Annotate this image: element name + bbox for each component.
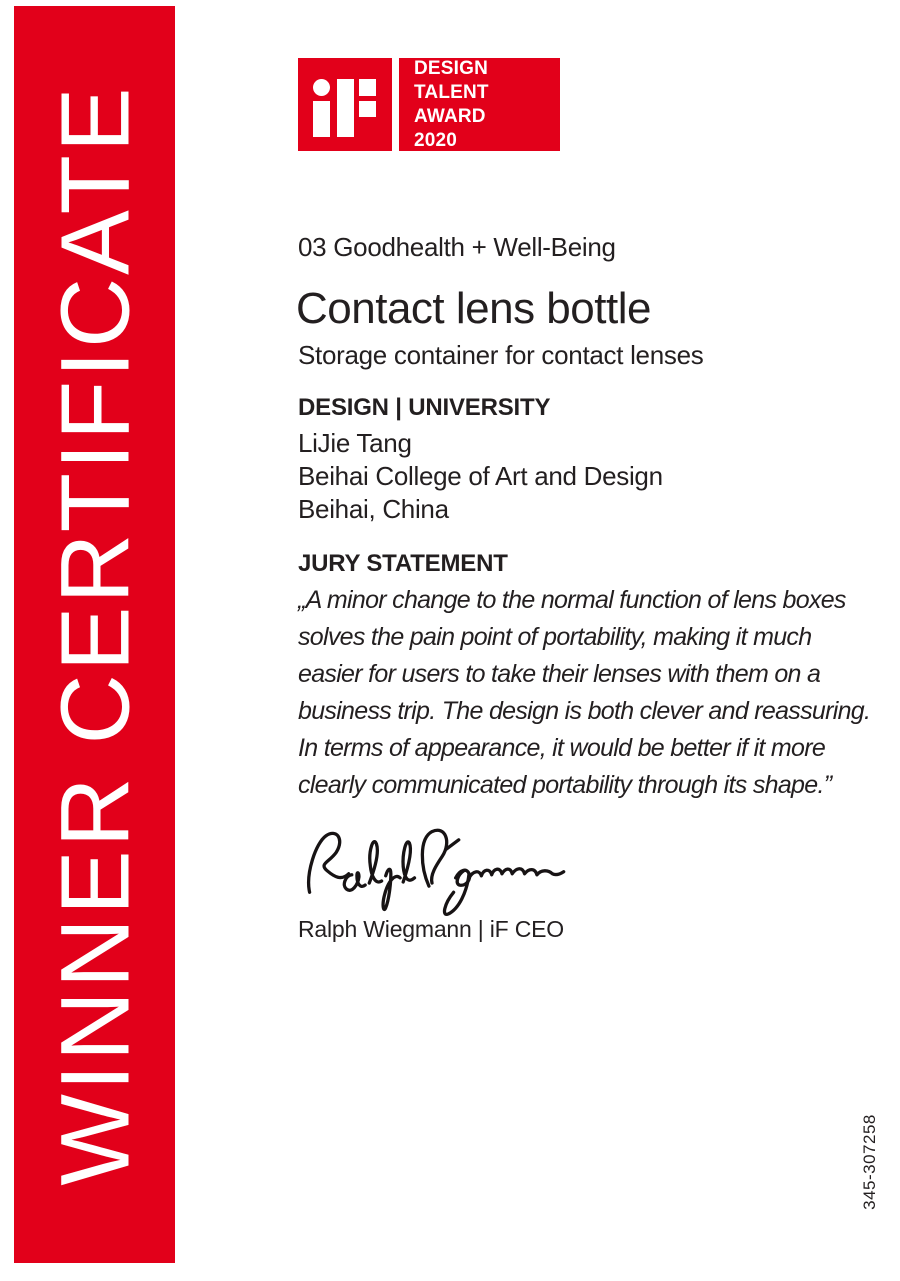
jury-statement-line: „A minor change to the normal function of lens boxes — [298, 586, 846, 614]
if-logo-f-top-bar — [359, 79, 376, 96]
signature-image — [292, 810, 572, 918]
if-logo-i-stem — [313, 101, 330, 137]
jury-section-heading: JURY STATEMENT — [298, 550, 508, 577]
designer-name: LiJie Tang — [298, 428, 412, 458]
design-section-lines — [298, 427, 663, 526]
banner-title: WINNER CERTIFICATE — [40, 83, 149, 1186]
jury-statement-line: easier for users to take their lenses with them on a — [298, 660, 821, 688]
award-badge — [399, 58, 560, 151]
jury-statement — [298, 582, 870, 804]
category-label: 03 Goodhealth + Well-Being — [298, 232, 616, 262]
if-logo-f-stem — [337, 79, 354, 137]
award-badge-line: TALENT AWARD — [414, 81, 489, 127]
jury-statement-line: In terms of appearance, it would be better if it more — [298, 734, 826, 762]
award-badge-line: 2020 — [414, 129, 458, 151]
jury-statement-line: clearly communicated portability through its shape.” — [298, 771, 832, 799]
designer-school: Beihai College of Art and Design — [298, 461, 663, 491]
design-section-heading: DESIGN | UNIVERSITY — [298, 394, 551, 421]
if-logo-dot — [313, 79, 330, 96]
document-code: 345-307258 — [860, 1114, 880, 1210]
signature-caption: Ralph Wiegmann | iF CEO — [298, 916, 564, 942]
jury-statement-line: business trip. The design is both clever and reassuring. — [298, 697, 871, 725]
page-subtitle: Storage container for contact lenses — [298, 340, 704, 370]
winner-banner — [14, 6, 175, 1263]
designer-location: Beihai, China — [298, 494, 449, 524]
jury-statement-line: solves the pain point of portability, making it much — [298, 623, 812, 651]
if-logo-f-mid-bar — [359, 101, 376, 117]
award-badge-line: DESIGN — [414, 57, 489, 79]
if-logo-icon — [298, 58, 392, 151]
page-title: Contact lens bottle — [296, 284, 651, 333]
